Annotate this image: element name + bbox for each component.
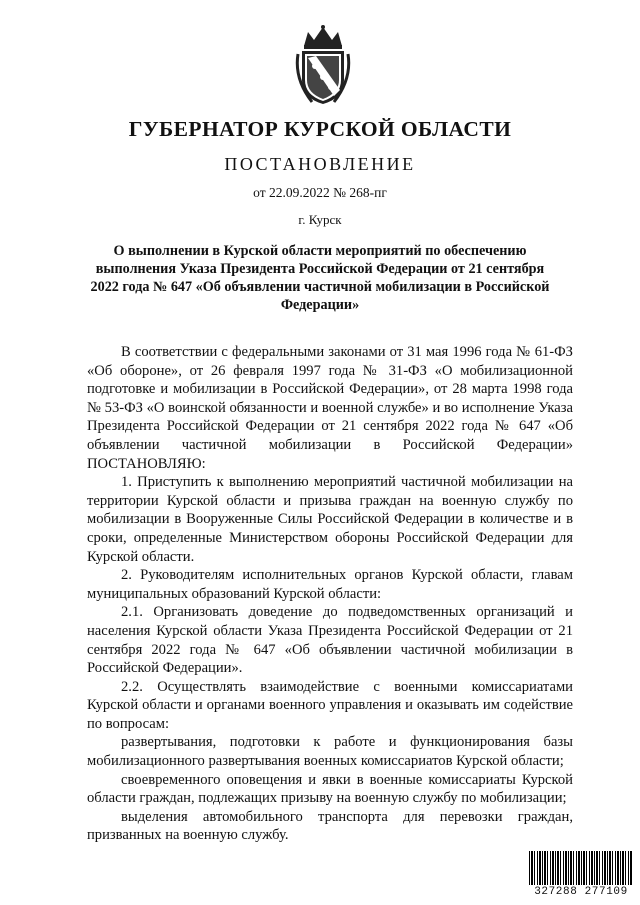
body-paragraph: 2.1. Организовать доведение до подведомственных организаций и населения Курской области Указа Президента Российской Федерации от 21 сентября 2022 года № 647 «Об объявлении частичной мобилизации в Российской Федерации». — [87, 604, 573, 677]
body-paragraph: своевременного оповещения и явки в военные комиссариаты Курской области граждан, подлежащих призыву на военную службу по мобилизации; — [87, 771, 573, 807]
document-city: г. Курск — [298, 212, 342, 227]
body-paragraph: 2.2. Осуществлять взаимодействие с военными комиссариатами Курской области и органами военного управления и оказывать им содействие по вопросам: — [87, 678, 573, 732]
document-type: ПОСТАНОВЛЕНИЕ — [224, 154, 416, 174]
body-paragraph: выделения автомобильного транспорта для перевозки граждан, призванных на военную службу. — [87, 808, 573, 844]
document-barcode — [529, 851, 633, 900]
body-paragraph: 1. Приступить к выполнению мероприятий частичной мобилизации на территории Курской области и призыва граждан на военную службу по мобилизации в Вооруженные Силы Российской Федерации в количестве и в сроки, определенные Министерством обороны Российской Федерации для Курской области. — [87, 474, 573, 565]
issuer-title: ГУБЕРНАТОР КУРСКОЙ ОБЛАСТИ — [128, 117, 512, 141]
document-heading: О выполнении в Курской области мероприятий по обеспечению выполнения Указа Президента Российской Федерации от 21 сентября 2022 года № 647 «Об объявлении частичной мобилизации в Российской Федерации» — [90, 243, 550, 313]
barcode-number: 327288 277109 — [534, 886, 628, 898]
body-paragraph: В соответствии с федеральными законами от 31 мая 1996 года № 61-ФЗ «Об обороне», от 26 февраля 1997 года № 31-ФЗ «О мобилизационной подготовке и мобилизации в Российской Федерации», от 28 марта 1998 года № 53-ФЗ «О воинской обязанности и военной службе» и во исполнение Указа Президента Российской Федерации от 21 сентября 2022 года № 647 «Об объявлении частичной мобилизации в Российской Федерации» ПОСТАНОВЛЯЮ: — [87, 344, 573, 472]
body-paragraph: развертывания, подготовки к работе и функционирования базы мобилизационного развертывания военных комиссариатов Курской области; — [87, 734, 573, 770]
coat-of-arms-emblem — [294, 24, 352, 106]
document-date-number: от 22.09.2022 № 268-пг — [253, 185, 387, 200]
body-paragraph: 2. Руководителям исполнительных органов Курской области, главам муниципальных образований Курской области: — [87, 567, 573, 602]
document-body — [87, 343, 573, 845]
barcode-bars — [529, 851, 633, 885]
